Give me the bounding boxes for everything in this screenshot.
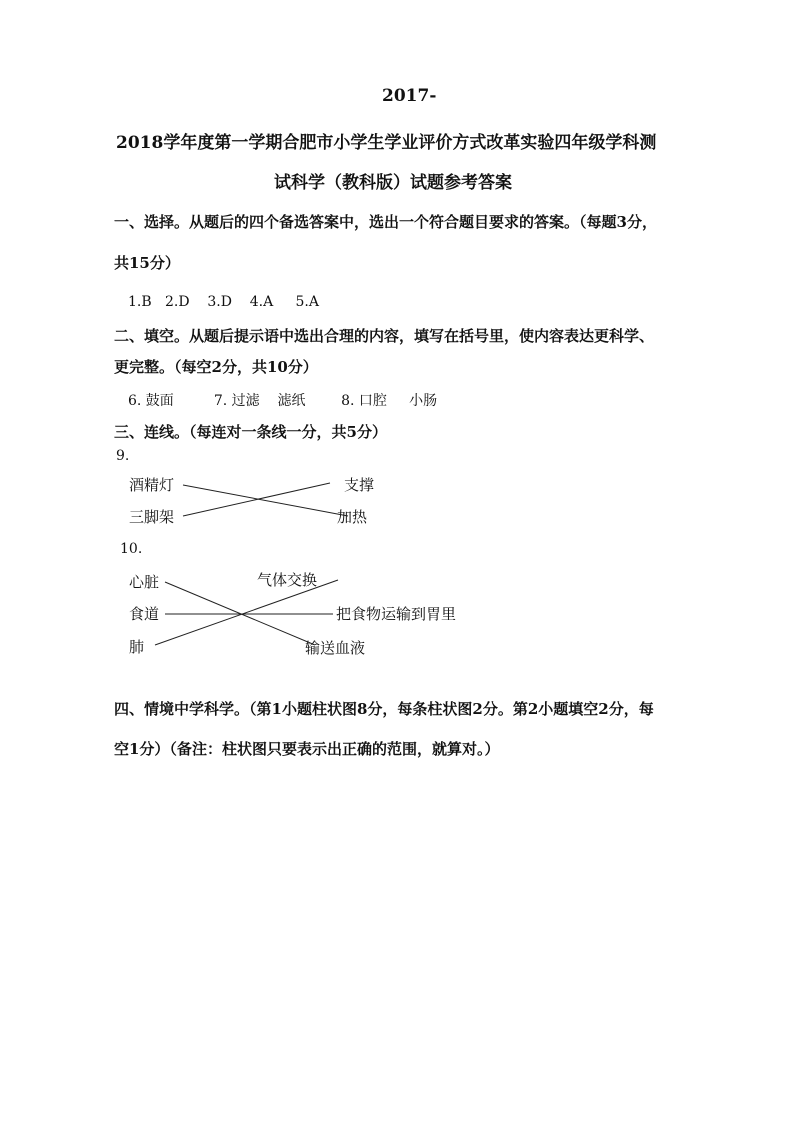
- q9-line-tripod-support: [183, 483, 330, 516]
- q10-right-item-1: 气体交换: [257, 571, 318, 589]
- q9-left-item-2: 三脚架: [129, 508, 175, 526]
- q10-number: 10.: [120, 541, 143, 557]
- q10-left-item-2: 食道: [129, 605, 160, 623]
- q9-right-item-2: 加热: [337, 508, 368, 526]
- section2-answers: 6. 鼓面 7. 过滤 滤纸 8. 口腔 小肠: [128, 393, 438, 409]
- title-line-2: 2018学年度第一学期合肥市小学生学业评价方式改革实验四年级学科测: [116, 133, 657, 153]
- section4-heading-line-1: 四、情境中学科学。（第1小题柱状图8分，每条柱状图2分。第2小题填空2分，每: [114, 700, 654, 718]
- title-line-1: 2017-: [382, 86, 437, 106]
- section4-heading-line-2: 空1分）（备注：柱状图只要表示出正确的范围，就算对。）: [114, 740, 500, 758]
- q10-left-item-3: 肺: [129, 638, 145, 656]
- section1-answers: 1.B 2.D 3.D 4.A 5.A: [128, 294, 319, 310]
- q9-left-item-1: 酒精灯: [129, 476, 175, 494]
- section3-heading: 三、连线。（每连对一条线一分，共5分）: [114, 423, 387, 441]
- section1-heading-line-1: 一、选择。从题后的四个备选答案中，选出一个符合题目要求的答案。（每题3分，: [114, 213, 657, 231]
- q9-line-alcohol-lamp-heating: [183, 485, 348, 516]
- q10-right-item-2: 把食物运输到胃里: [336, 605, 457, 623]
- q10-right-item-3: 输送血液: [305, 639, 366, 657]
- section1-heading-line-2: 共15分）: [114, 254, 180, 272]
- section2-heading-line-1: 二、填空。从题后提示语中选出合理的内容，填写在括号里，使内容表达更科学、: [114, 327, 655, 345]
- title-line-3: 试科学（教科版）试题参考答案: [274, 173, 512, 193]
- q10-left-item-1: 心脏: [129, 573, 160, 591]
- q9-number: 9.: [116, 448, 130, 464]
- section2-heading-line-2: 更完整。（每空2分，共10分）: [114, 358, 318, 376]
- q9-right-item-1: 支撑: [344, 476, 375, 494]
